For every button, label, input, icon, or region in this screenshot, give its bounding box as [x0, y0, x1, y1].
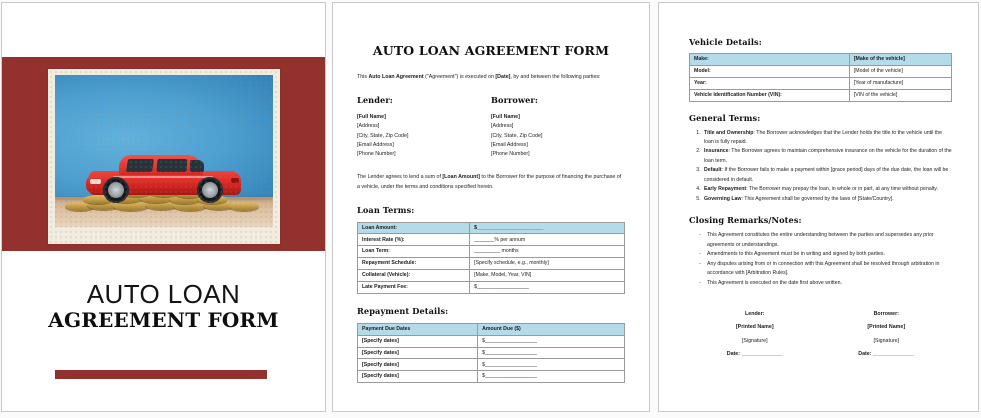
closing-remarks-list — [689, 231, 952, 288]
loan-sum-paragraph — [357, 173, 625, 193]
term-2-text: : The Borrower agrees to maintain comprehensive insurance on the vehicle for the duration of the loan term. — [704, 148, 952, 164]
lender-phone: [Phone Number] — [357, 151, 396, 158]
table-row — [690, 65, 952, 77]
vehicle-model-value[interactable]: [Model of the vehicle] — [849, 65, 951, 77]
sum-t2: to the Borrower for the purpose of financing the purchase of a vehicle, under the terms and conditions specified herein. — [357, 173, 622, 190]
agreement-page-2 — [332, 2, 650, 412]
payment-amount-3[interactable]: $__________________ — [478, 359, 625, 371]
table-header-row — [358, 323, 625, 335]
borrower-printed-name[interactable]: [Printed Name] — [867, 324, 906, 331]
payment-date-3[interactable]: [Specify dates] — [358, 359, 478, 371]
intro-agreement-term: Auto Loan Agreement — [368, 74, 424, 80]
interest-rate-value[interactable]: _______% per annum — [470, 234, 625, 246]
general-terms-list — [689, 129, 952, 205]
table-row — [358, 335, 625, 347]
term-1-label: Title and Ownership — [704, 129, 754, 136]
sum-t1: The Lender agrees to lend a sum of — [357, 173, 443, 180]
lender-heading: Lender: — [357, 94, 393, 105]
intro-paragraph — [357, 73, 625, 83]
parties-block — [357, 95, 625, 160]
payment-amount-1[interactable]: $__________________ — [478, 335, 625, 347]
loan-amount-value[interactable]: $_______________________ — [470, 222, 625, 234]
table-row — [690, 89, 952, 101]
table-row — [358, 371, 625, 383]
cover-title-line1: AUTO LOAN — [86, 279, 241, 309]
list-item — [702, 185, 952, 194]
vehicle-year-key: Year: — [690, 77, 850, 89]
repayment-schedule-key: Repayment Schedule: — [358, 258, 470, 270]
term-1-text: : The Borrower acknowledges that the Lender holds the title to the vehicle until the loan is fully repaid. — [704, 129, 942, 145]
late-payment-fee-key: Late Payment Fee: — [358, 281, 470, 293]
borrower-sig-role: Borrower: — [873, 311, 899, 318]
table-row — [358, 234, 625, 246]
list-item — [702, 195, 952, 204]
loan-terms-heading: Loan Terms: — [357, 204, 415, 215]
collateral-key: Collateral (Vehicle): — [358, 270, 470, 282]
cover-title-block — [2, 281, 325, 332]
term-5-label: Governing Law — [704, 195, 742, 202]
term-4-label: Early Repayment — [704, 186, 747, 193]
loan-terms-tbody — [358, 222, 625, 293]
loan-amount-key: Loan Amount: — [358, 222, 470, 234]
borrower-date-field[interactable]: Date: ______________ — [858, 350, 915, 357]
payment-amount-4[interactable]: $__________________ — [478, 371, 625, 383]
payment-date-4[interactable]: [Specify dates] — [358, 371, 478, 383]
list-item: - This Agreement constitutes the entire understanding between the parties and supersedes any prior agreements or understandings. — [700, 231, 952, 250]
list-item: - Any disputes arising from or in connection with this Agreement shall be resolved through arbitration in accordance with [Arbitration Rules]. — [700, 260, 952, 279]
agreement-page-3 — [658, 2, 979, 412]
general-terms-heading: General Terms: — [689, 112, 761, 123]
collateral-value[interactable]: [Make, Model, Year, VIN] — [470, 270, 625, 282]
lender-address: [Address] — [357, 123, 380, 130]
repayment-details-table — [357, 323, 625, 383]
loan-terms-table — [357, 222, 625, 294]
payment-amount-2[interactable]: $__________________ — [478, 347, 625, 359]
list-item — [702, 129, 952, 148]
vehicle-details-heading: Vehicle Details: — [689, 37, 762, 47]
intro-t2: ("Agreement") is executed on — [423, 74, 496, 80]
vehicle-vin-key: Vehicle Identification Number (VIN): — [690, 89, 850, 101]
borrower-email: [Email Address] — [491, 142, 528, 149]
intro-date-placeholder: [Date] — [495, 74, 511, 80]
late-payment-fee-value[interactable]: $__________________ — [470, 281, 625, 293]
table-row — [358, 246, 625, 258]
red-car-illustration — [89, 149, 241, 203]
table-row — [358, 281, 625, 293]
vehicle-model-key: Model: — [690, 65, 850, 77]
cover-title-line2: AGREEMENT FORM — [48, 308, 279, 333]
lender-sig-role: Lender: — [745, 311, 765, 318]
vehicle-details-table — [689, 53, 952, 102]
table-row — [690, 54, 952, 66]
sum-loan-amount-placeholder: [Loan Amount] — [442, 173, 480, 180]
borrower-full-name: [Full Name] — [491, 113, 520, 120]
term-3-text: : If the Borrower fails to make a payment within [grace period] days of the due date, the loan will be considered in default. — [704, 167, 949, 183]
vehicle-vin-value[interactable]: [VIN of the vehicle] — [849, 89, 951, 101]
borrower-city-state-zip: [City, State, Zip Code] — [491, 132, 543, 139]
page3-content — [659, 3, 978, 411]
intro-t1: This — [357, 74, 369, 80]
closing-remarks-heading: Closing Remarks/Notes: — [689, 215, 802, 226]
intro-t3: , by and between the following parties: — [510, 74, 601, 80]
page-title: AUTO LOAN AGREEMENT FORM — [372, 43, 610, 58]
lender-signature-column — [689, 308, 821, 360]
col-payment-due-dates: Payment Due Dates — [358, 323, 478, 335]
cover-photo-frame — [48, 69, 280, 244]
payment-date-2[interactable]: [Specify dates] — [358, 347, 478, 359]
repayment-schedule-value[interactable]: [Specify schedule, e.g., monthly] — [470, 258, 625, 270]
page2-content — [333, 3, 649, 411]
loan-term-key: Loan Term: — [358, 246, 470, 258]
vehicle-tbody — [690, 54, 952, 102]
lender-full-name: [Full Name] — [357, 113, 386, 120]
col-amount-due: Amount Due ($) — [478, 323, 625, 335]
loan-term-value[interactable]: _________ months — [470, 246, 625, 258]
signature-block — [689, 308, 952, 360]
borrower-phone: [Phone Number] — [491, 151, 530, 158]
lender-date-field[interactable]: Date: ______________ — [726, 350, 783, 357]
table-row — [358, 347, 625, 359]
repayment-tbody — [358, 323, 625, 382]
term-5-text: : This Agreement shall be governed by the laws of [State/Country]. — [741, 195, 894, 202]
term-4-text: : The Borrower may prepay the loan, in whole or in part, at any time without penalty. — [746, 186, 938, 193]
lender-printed-name[interactable]: [Printed Name] — [735, 324, 774, 331]
borrower-signature-line[interactable]: [Signature] — [873, 337, 900, 344]
vehicle-year-value[interactable]: [Year of manufacture] — [849, 77, 951, 89]
table-row — [358, 270, 625, 282]
table-row — [690, 77, 952, 89]
borrower-heading: Borrower: — [491, 94, 538, 105]
lender-column — [357, 95, 491, 160]
payment-date-1[interactable]: [Specify dates] — [358, 335, 478, 347]
cover-accent-rule — [55, 370, 267, 379]
list-item — [702, 166, 952, 185]
list-item: - This Agreement is executed on the date first above written. — [700, 279, 952, 288]
table-row — [358, 359, 625, 371]
interest-rate-key: Interest Rate (%): — [358, 234, 470, 246]
vehicle-make-value[interactable]: [Make of the vehicle] — [849, 54, 951, 66]
table-row — [358, 258, 625, 270]
borrower-signature-column — [821, 308, 953, 360]
term-3-label: Default — [704, 167, 722, 174]
lender-signature-line[interactable]: [Signature] — [741, 337, 768, 344]
list-item: - Amendments to this Agreement must be in writing and signed by both parties. — [700, 250, 952, 259]
cover-page — [1, 2, 326, 412]
vehicle-make-key: Make: — [690, 54, 850, 66]
list-item — [702, 147, 952, 166]
repayment-details-heading: Repayment Details: — [357, 305, 449, 316]
red-car-on-coins-image — [55, 75, 273, 227]
table-row — [358, 222, 625, 234]
cover-red-band — [2, 57, 325, 251]
lender-email: [Email Address] — [357, 142, 394, 149]
term-2-label: Insurance — [704, 148, 729, 155]
borrower-column — [491, 95, 625, 160]
borrower-address: [Address] — [491, 123, 514, 130]
lender-city-state-zip: [City, State, Zip Code] — [357, 132, 409, 139]
